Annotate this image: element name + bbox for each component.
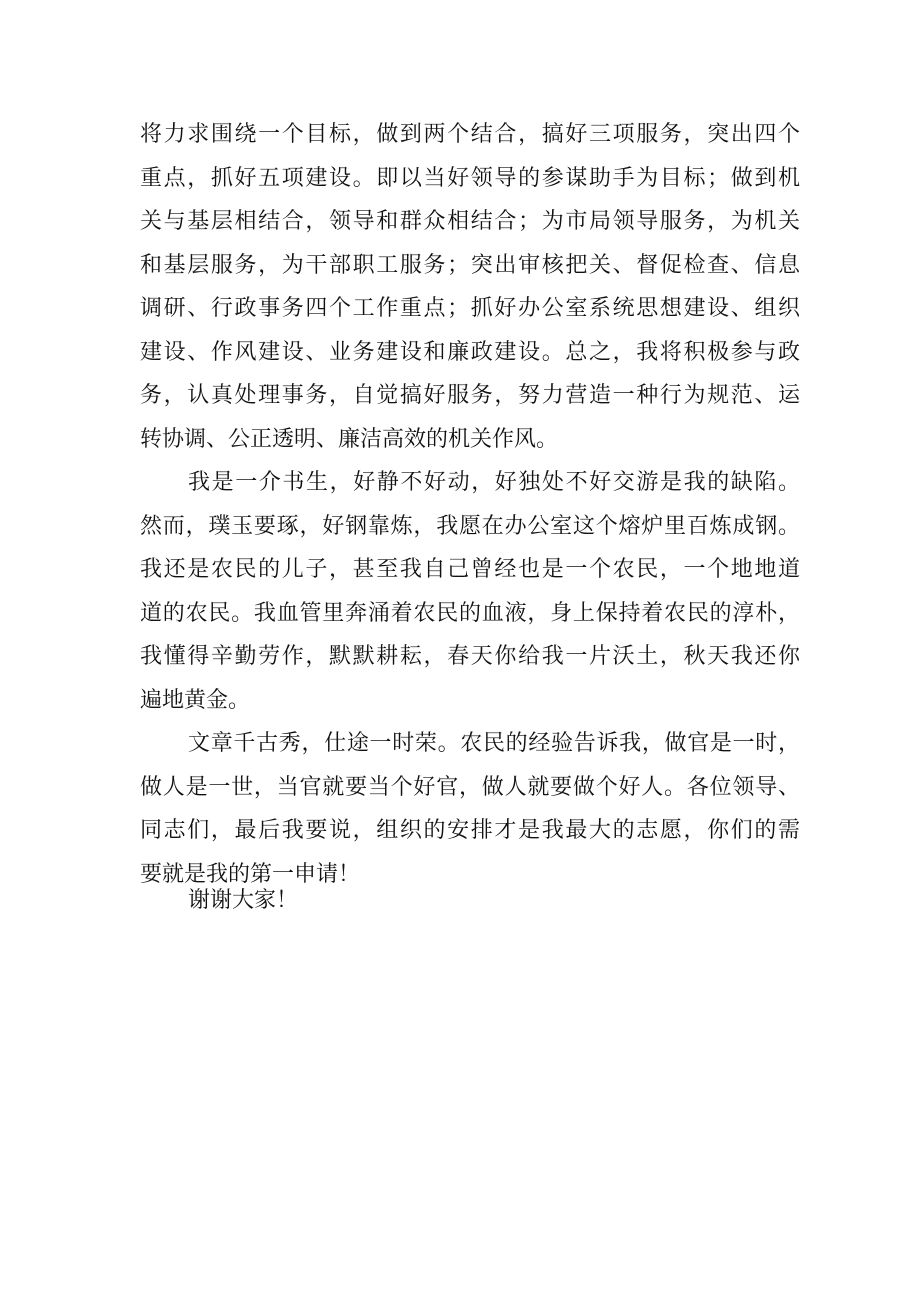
paragraph-line: 转协调、公正透明、廉洁高效的机关作风。: [140, 426, 559, 452]
paragraph-line: 调研、行政事务四个工作重点；抓好办公室系统思想建设、组织: [140, 296, 800, 321]
paragraph-line: 文章千古秀，仕途一时荣。农民的经验告诉我，做官是一时，: [188, 731, 800, 756]
paragraph-line: 然而，璞玉要琢，好钢靠炼，我愿在办公室这个熔炉里百炼成钢。: [140, 513, 800, 539]
paragraph-line: 道的农民。我血管里奔涌着农民的血液，身上保持着农民的淳朴，: [140, 600, 800, 626]
paragraph-line: 我懂得辛勤劳作，默默耕耘，春天你给我一片沃土，秋天我还你: [140, 644, 800, 669]
paragraph-line: 建设、作风建设、业务建设和廉政建设。总之，我将积极参与政: [140, 339, 800, 365]
paragraph-line: 和基层服务，为干部职工服务；突出审核把关、督促检查、信息: [140, 252, 800, 278]
paragraph-line: 我还是农民的儿子，甚至我自己曾经也是一个农民，一个地地道: [140, 557, 800, 582]
paragraph-conclusion: [140, 722, 800, 896]
paragraph-line: 重点，抓好五项建设。即以当好领导的参谋助手为目标；做到机: [140, 165, 800, 191]
paragraph-line: 要就是我的第一申请！: [140, 861, 361, 887]
closing-thanks: 谢谢大家！: [188, 888, 299, 913]
paragraph-line: 关与基层相结合，领导和群众相结合；为市局领导服务，为机关: [140, 209, 800, 234]
paragraph-line: 遍地黄金。: [140, 687, 251, 713]
paragraph-line: 将力求围绕一个目标，做到两个结合，搞好三项服务，突出四个: [140, 122, 800, 147]
paragraph-line: 务，认真处理事务，自觉搞好服务，努力营造一种行为规范、运: [140, 383, 800, 408]
paragraph-line: 我是一介书生，好静不好动，好独处不好交游是我的缺陷。: [188, 470, 800, 495]
document-body: [140, 113, 800, 896]
paragraph-line: 同志们，最后我要说，组织的安排才是我最大的志愿，你们的需: [140, 818, 800, 843]
paragraph-goals: [140, 113, 800, 461]
paragraph-self-introduction: [140, 461, 800, 722]
paragraph-line: 做人是一世，当官就要当个好官，做人就要做个好人。各位领导、: [140, 774, 800, 800]
